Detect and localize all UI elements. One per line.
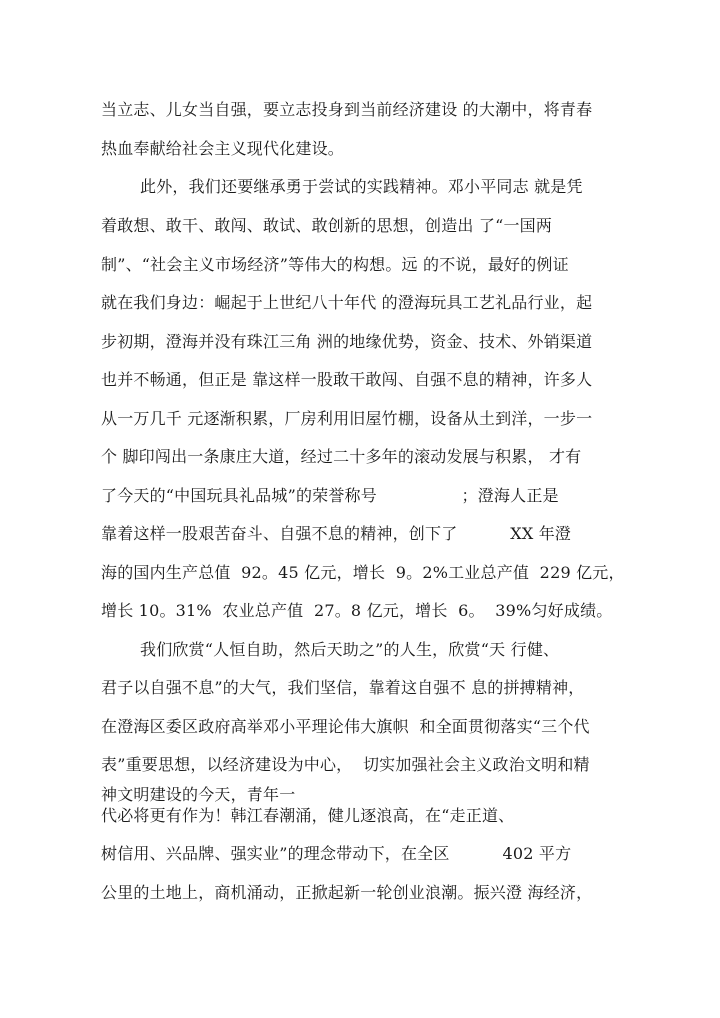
paragraph-line: 热血奉献给社会主义现代化建设。 xyxy=(101,139,345,158)
paragraph-line: 了今天的“中国玩具礼品城”的荣誉称号 ；澄海人正是 xyxy=(101,486,559,505)
paragraph-line: 代必将更有作为！韩江春潮涌，健儿逐浪高，在“走正道、 xyxy=(101,806,515,825)
paragraph-line: 个 脚印闯出一条康庄大道，经过二十多年的滚动发展与积累， 才有 xyxy=(101,447,582,466)
paragraph-line: 神文明建设的今天，青年一 xyxy=(101,785,296,804)
paragraph-line: 在澄海区委区政府高举邓小平理论伟大旗帜 和全面贯彻落实“三个代 xyxy=(101,717,590,736)
paragraph-line: 增长 10。31% 农业总产值 27。8 亿元，增长 6。 39%匀好成绩。 xyxy=(101,601,613,620)
paragraph-line: 靠着这样一股艰苦奋斗、自强不息的精神，创下了 XX 年澄 xyxy=(101,524,572,543)
paragraph-line: 海的国内生产总值 92。45 亿元，增长 9。2%工业总产值 229 亿元， xyxy=(101,563,625,582)
paragraph-line: 从一万几千 元逐渐积累，厂房利用旧屋竹棚，设备从土到洋，一步一 xyxy=(101,409,593,428)
paragraph-line: 当立志、儿女当自强，要立志投身到当前经济建设 的大潮中，将青春 xyxy=(101,100,593,119)
paragraph-line: 我们欣赏“人恒自助，然后天助之”的人生，欣赏“天 行健、 xyxy=(140,640,560,659)
paragraph-line: 表”重要思想，以经济建设为中心， 切实加强社会主义政治文明和精 xyxy=(101,755,590,774)
paragraph-line: 也并不畅通，但正是 靠这样一股敢干敢闯、自强不息的精神，许多人 xyxy=(101,370,593,389)
paragraph-line: 此外，我们还要继承勇于尝试的实践精神。邓小平同志 就是凭 xyxy=(140,177,583,196)
paragraph-line: 制”、“社会主义市场经济”等伟大的构想。远 的不说，最好的例证 xyxy=(101,255,569,274)
paragraph-line: 着敢想、敢干、敢闯、敢试、敢创新的思想，创造出 了“一国两 xyxy=(101,216,553,235)
paragraph-line: 就在我们身边：崛起于上世纪八十年代 的澄海玩具工艺礼品行业，起 xyxy=(101,293,593,312)
paragraph-line: 树信用、兴品牌、强实业”的理念带动下，在全区 402 平方 xyxy=(101,844,572,863)
paragraph-line: 君子以自强不息”的大气，我们坚信，靠着这自强不 息的拼搏精神， xyxy=(101,678,585,697)
paragraph-line: 步初期，澄海并没有珠江三角 洲的地缘优势，资金、技术、外销渠道 xyxy=(101,332,593,351)
paragraph-line: 公里的土地上，商机涌动，正掀起新一轮创业浪潮。振兴澄 海经济， xyxy=(101,883,593,902)
